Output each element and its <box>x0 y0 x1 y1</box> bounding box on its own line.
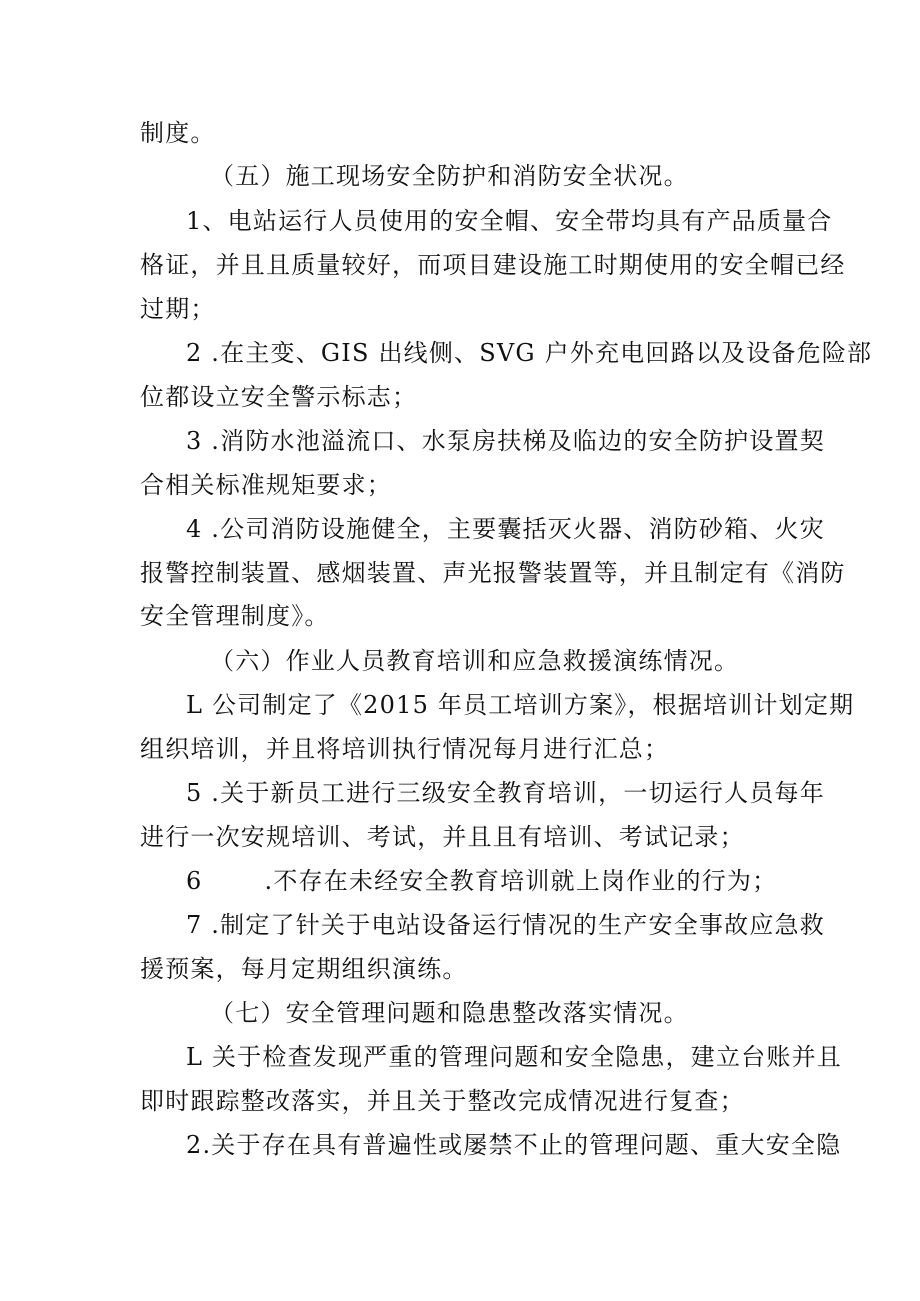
text-line-11: 报警控制装置、感烟装置、声光报警装置等，并且制定有《消防 <box>140 559 846 587</box>
text-line-5: 过期； <box>140 295 216 323</box>
text-line-6: 2 .在主变、GIS 出线侧、SVG 户外充电回路以及设备危险部 <box>186 339 873 367</box>
text-line-14: L 公司制定了《2015 年员工培训方案》，根据培训计划定期 <box>186 691 855 719</box>
text-line-22: L 关于检查发现严重的管理问题和安全隐患，建立台账并且 <box>186 1043 842 1071</box>
text-line-20: 援预案，每月定期组织演练。 <box>140 955 468 983</box>
text-line-18 <box>186 864 777 898</box>
section-heading-6: （六）作业人员教育培训和应急救援演练情况。 <box>210 647 740 675</box>
section-heading-5: （五）施工现场安全防护和消防安全状况。 <box>210 162 689 190</box>
text-line-12: 安全管理制度》。 <box>140 602 330 630</box>
section-heading-7: （七）安全管理问题和隐患整改落实情况。 <box>210 999 689 1027</box>
text-line-17: 进行一次安规培训、考试，并且且有培训、考试记录； <box>140 823 745 851</box>
text-line-10: 4 .公司消防设施健全，主要囊括灭火器、消防砂箱、火灾 <box>186 515 825 543</box>
list-text-6: .不存在未经安全教育培训就上岗作业的行为； <box>264 867 778 895</box>
text-line-24: 2.关于存在具有普遍性或屡禁不止的管理问题、重大安全隐 <box>186 1131 842 1159</box>
text-line-7: 位都设立安全警示标志； <box>140 383 418 411</box>
text-line-1: 制度。 <box>140 119 216 147</box>
text-line-23: 即时跟踪整改落实，并且关于整改完成情况进行复查； <box>140 1087 745 1115</box>
text-line-15: 组织培训，并且将培训执行情况每月进行汇总； <box>140 735 670 763</box>
list-number-6: 6 <box>186 867 203 895</box>
text-line-9: 合相关标准规矩要求； <box>140 471 392 499</box>
text-line-8: 3 .消防水池溢流口、水泵房扶梯及临边的安全防护设置契 <box>186 427 825 455</box>
text-line-4: 格证，并且且质量较好，而项目建设施工时期使用的安全帽已经 <box>140 251 846 279</box>
text-line-3: 1、电站运行人员使用的安全帽、安全带均具有产品质量合 <box>186 207 833 235</box>
text-line-16: 5 .关于新员工进行三级安全教育培训，一切运行人员每年 <box>186 779 825 807</box>
text-line-19: 7 .制定了针关于电站设备运行情况的生产安全事故应急救 <box>186 911 825 939</box>
